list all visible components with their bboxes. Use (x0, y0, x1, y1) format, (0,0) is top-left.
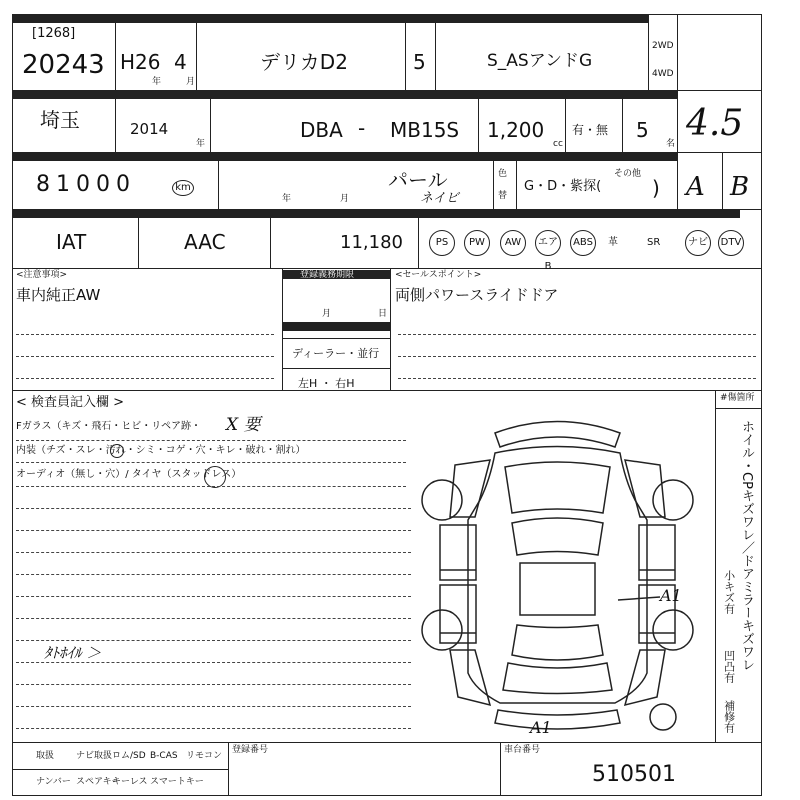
equipment-1: PW (464, 230, 490, 256)
notes-text: 車内純正AW (16, 286, 101, 304)
col-line (115, 14, 116, 152)
inspector-dash (16, 530, 411, 531)
windshield (512, 518, 603, 555)
sales-dash (398, 378, 756, 379)
mark-circle (204, 466, 226, 488)
bottom-item-5: ナンバー (36, 777, 71, 787)
rear-window (512, 625, 603, 660)
lot-number: 20243 (22, 50, 105, 80)
bottom-item-4: リモコン (186, 751, 223, 761)
air-conditioner: AAC (184, 230, 226, 254)
wheel-front-right (653, 480, 693, 520)
notes-dash (16, 378, 274, 379)
inspector-dash (16, 618, 411, 619)
equipment-3: エアB (535, 230, 561, 256)
col-line (622, 90, 623, 152)
car-body (468, 447, 647, 704)
equipment-0: PS (429, 230, 455, 256)
ari-nashi: 有・無 (572, 123, 609, 137)
other-label: その他 (614, 169, 642, 179)
sales-dash (398, 356, 756, 357)
col-line (418, 209, 419, 268)
steering-side: 左H ・ 右H (298, 377, 355, 390)
col-line (516, 152, 517, 209)
inspector-line-1: Fガラス（キズ・飛石・ヒビ・リペア跡・ (16, 421, 202, 432)
row-line (715, 408, 762, 409)
year-unit-2: 年 (196, 139, 206, 149)
bottom-item-3: B-CAS (150, 751, 178, 761)
col-line (282, 268, 283, 390)
header-bar-3 (12, 152, 677, 161)
inspector-line-2: 内装（チズ・スレ・汚れ・シミ・コゲ・穴・キレ・破れ・割れ） (16, 445, 306, 456)
wheel-front-left (422, 480, 462, 520)
color-label-bot: 替 (498, 191, 508, 201)
inspector-dash (16, 706, 411, 707)
model-code: MB15S (390, 118, 460, 142)
model-dash: - (358, 116, 366, 140)
row-line (12, 209, 762, 210)
drive-2wd: 2WD (652, 41, 674, 51)
inspector-dash (16, 486, 406, 487)
year-era: H26 (120, 50, 161, 74)
grade-b: B (730, 172, 750, 202)
car-damage-diagram (420, 405, 695, 735)
col-line (210, 90, 211, 152)
row-line (12, 769, 228, 770)
side-small-1: 小キズ有 (722, 570, 736, 614)
equipment-7: ナビ (685, 230, 711, 256)
col-line (493, 152, 494, 209)
model-prefix: DBA (300, 118, 343, 142)
spare-tire (650, 704, 676, 730)
color-hand: ネイビ (420, 191, 459, 206)
year-unit-3: 年 (282, 194, 292, 204)
side-text: ホイル・CPキズワレ／ドアミラーキズワレ (738, 420, 754, 671)
col-line (405, 14, 406, 90)
first-reg-year: 2014 (130, 120, 169, 138)
color: パール (388, 168, 448, 192)
first-month: 4 (174, 50, 187, 74)
col-line (228, 742, 229, 796)
notes-label: <注意事項> (16, 270, 68, 280)
col-line (478, 90, 479, 152)
door-count: 5 (413, 50, 426, 74)
chassis-number: 510501 (592, 762, 676, 787)
bottom-item-6: スペアキー (76, 777, 121, 787)
cc-unit: cc (553, 139, 563, 149)
bottom-item-1: ナビ取扱 (76, 751, 113, 761)
row-line (282, 338, 390, 339)
month-unit-3: 月 (340, 194, 350, 204)
diagram-mark-2: A1 (530, 718, 552, 737)
inspector-dash (16, 662, 411, 663)
sales-text: 両側パワースライドドア (395, 286, 559, 304)
row-line (12, 90, 762, 91)
inspector-line-3: オーディオ（無し・穴）/ タイヤ（スタッドレス） (16, 469, 242, 480)
col-line (138, 209, 139, 268)
dealer-type: ディーラー・並行 (292, 347, 380, 360)
car-name: デリカD2 (260, 50, 348, 74)
tailgate (503, 663, 612, 694)
score-hand: 4.5 (686, 103, 744, 144)
region: 埼玉 (40, 108, 80, 132)
inspector-title: < 検査員記入欄 > (16, 395, 125, 410)
sales-dash (398, 334, 756, 335)
bottom-item-0: 取扱 (36, 751, 55, 761)
col-line (722, 152, 723, 209)
header-bar-2 (12, 90, 677, 99)
col-line (677, 90, 678, 152)
col-line (677, 152, 678, 209)
inspector-dash (16, 552, 411, 553)
inspector-dash (16, 728, 411, 729)
wheel-rear-left (422, 610, 462, 650)
equipment-4: ABS (570, 230, 596, 256)
equipment-6: SR (647, 237, 661, 248)
col-line (500, 742, 501, 796)
inspector-hand-note: ﾀﾄﾎｲﾙ ＞ (44, 644, 102, 662)
rear-bumper (495, 710, 620, 729)
chassis-label: 車台番号 (504, 745, 541, 755)
bottom-item-8: スマートキー (150, 777, 204, 787)
col-line (565, 90, 566, 152)
seats-unit: 名 (666, 139, 676, 149)
km-unit: km (172, 180, 194, 196)
roof (520, 563, 595, 615)
reg-label: 登録義務期限 (300, 270, 355, 280)
row-line (12, 152, 762, 153)
inspector-dash (16, 440, 406, 441)
inspector-dash (16, 462, 406, 463)
notes-dash (16, 334, 274, 335)
mileage: 81000 (36, 172, 136, 197)
seats: 5 (636, 118, 649, 142)
corner-label: #傷箇所 (720, 393, 755, 403)
bottom-item-2: ロム/SD (112, 751, 146, 761)
side-small-3: 補修有 (722, 700, 736, 733)
col-line (270, 209, 271, 268)
side-small-2: 凹凸有 (722, 650, 736, 683)
header-bar-4 (12, 209, 740, 218)
inspector-dash (16, 684, 411, 685)
diagram-mark-1: A1 (660, 586, 682, 605)
color-label-top: 色 (498, 169, 508, 179)
equipment-5: 革 (608, 237, 618, 248)
header-bar-1 (12, 14, 648, 23)
mark-circle (110, 444, 124, 458)
reg-day: 日 (378, 309, 388, 319)
inspector-dash (16, 508, 411, 509)
door-front-right (639, 525, 675, 580)
inspector-dash (16, 574, 411, 575)
reg-month: 月 (322, 309, 332, 319)
close-paren: ) (652, 176, 660, 200)
fender-front-right (625, 460, 665, 517)
sales-label: <セールスポイント> (395, 270, 482, 280)
door-front-left (440, 525, 476, 580)
reg-no-label: 登録番号 (232, 745, 269, 755)
front-bumper (495, 422, 620, 448)
col-line (196, 14, 197, 90)
row-line (12, 268, 762, 269)
grade: S_ASアンドG (487, 51, 593, 71)
inspector-dash (16, 596, 411, 597)
inspector-dash (16, 640, 411, 641)
grade-a: A (686, 172, 705, 202)
month-unit: 月 (186, 77, 196, 87)
inspector-line-1-hand: X 要 (226, 415, 261, 435)
col-line (435, 14, 436, 90)
year-unit: 年 (152, 77, 162, 87)
wheel-rear-right (653, 610, 693, 650)
equipment-8: DTV (718, 230, 744, 256)
color-options: G・D・紫探( (524, 179, 602, 194)
drive-4wd: 4WD (652, 69, 674, 79)
bottom-item-7: キーレス (112, 777, 148, 787)
displacement: 1,200 (487, 118, 545, 142)
col-line (715, 390, 716, 742)
row-line (282, 368, 390, 369)
lot-bracket: [1268] (32, 26, 76, 41)
notes-dash (16, 356, 274, 357)
hood (505, 462, 610, 513)
col-line (677, 14, 678, 90)
header-bar-6 (282, 322, 390, 331)
equipment-2: AW (500, 230, 526, 256)
col-line (218, 152, 219, 209)
row-line (12, 390, 762, 391)
row-line (12, 742, 762, 743)
value: 11,180 (340, 232, 403, 253)
door-rear-left (440, 585, 476, 643)
col-line (390, 268, 391, 390)
transmission: IAT (56, 230, 87, 254)
col-line (648, 14, 649, 90)
fender-front-left (450, 460, 490, 517)
